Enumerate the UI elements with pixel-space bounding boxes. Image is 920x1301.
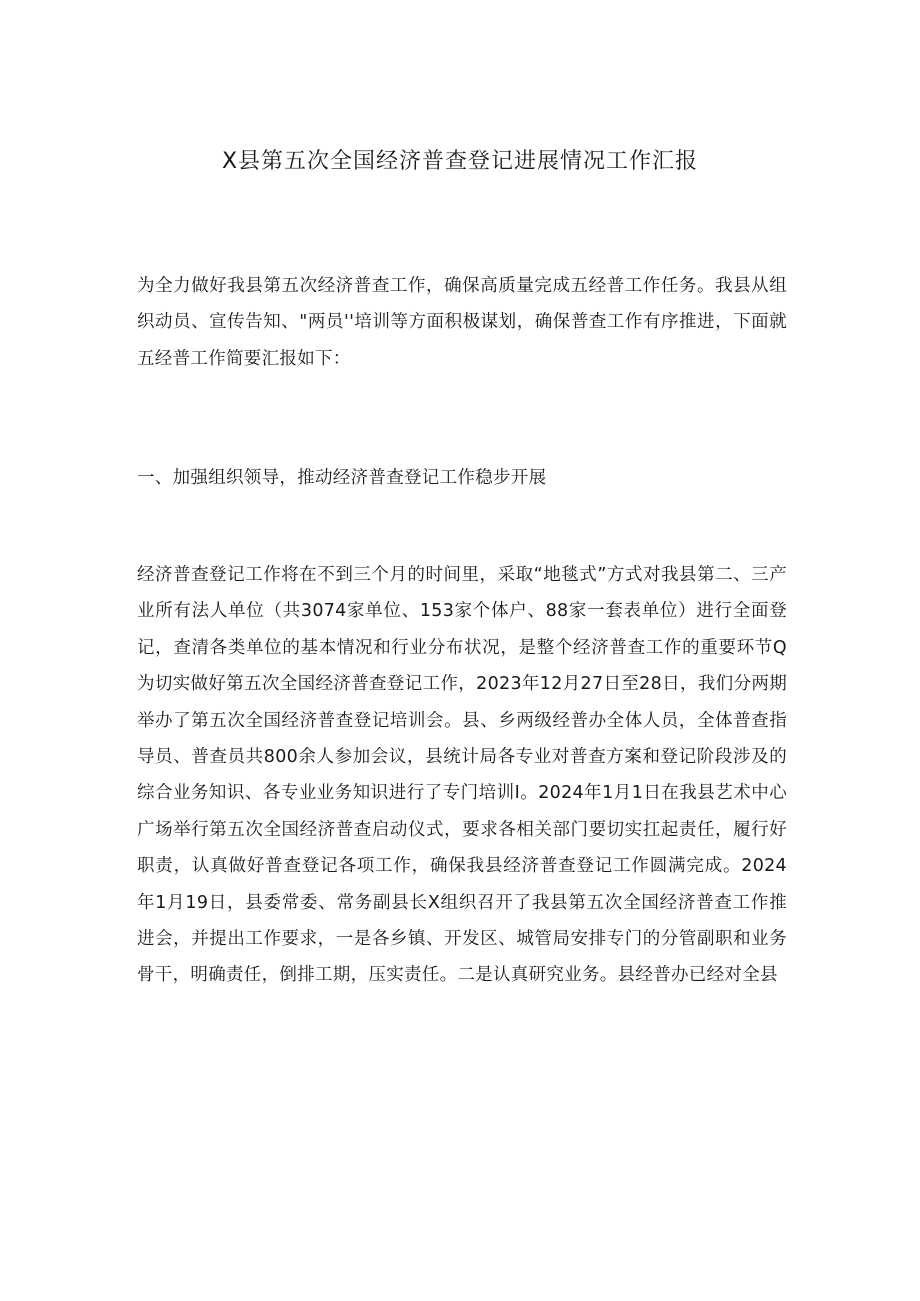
intro-paragraph: 为全力做好我县第五次经济普查工作，确保高质量完成五经普工作任务。我县从组织动员、宣传告知、"两员''培训等方面积极谋划，确保普查工作有序推进，下面就五经普工作简要汇报如下：: [137, 276, 787, 369]
section-heading: 一、加强组织领导，推动经济普查登记工作稳步开展: [137, 468, 547, 488]
section-body-paragraph: 经济普查登记工作将在不到三个月的时间里，采取“地毯式”方式对我县第二、三产业所有法人单位（共3074家单位、153家个体户、88家一套表单位）进行全面登记，查清各类单位的基本情况和行业分布状况，是整个经济普查工作的重要环节Q为切实做好第五次全国经济普查登记工作，2023年12月27日至28日，我们分两期举办了第五次全国经济普查登记培训会。县、乡两级经普办全体人员，全体普查指导员、普查员共800余人参加会议，县统计局各专业对普查方案和登记阶段涉及的综合业务知识、各专业业务知识进行了专门培训I。2024年1月1日在我县艺术中心广场举行第五次全国经济普查启动仪式，要求各相关部门要切实扛起责任，履行好职责，认真做好普查登记各项工作，确保我县经济普查登记工作圆满完成。2024年1月19日，县委常委、常务副县长X组织召开了我县第五次全国经济普查工作推进会，并提出工作要求，一是各乡镇、开发区、城管局安排专门的分管副职和业务骨干，明确责任，倒排工期，压实责任。二是认真研究业务。县经普办已经对全县: [137, 565, 787, 986]
document-title: X县第五次全国经济普查登记进展情况工作汇报: [221, 149, 699, 174]
